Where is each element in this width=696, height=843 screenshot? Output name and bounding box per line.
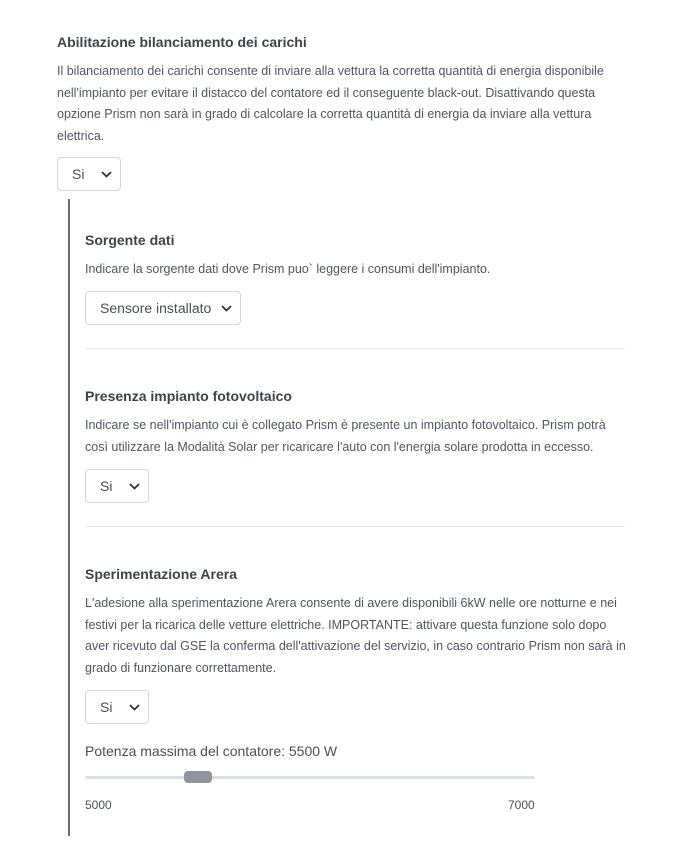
load-balancing-select[interactable] [57, 157, 121, 191]
chevron-down-icon [221, 292, 232, 324]
description-line: così utilizzare la Modalità Solar per ricaricare l'auto con l'energia solare prodotta in eccesso. [85, 439, 594, 454]
arera-description [85, 593, 645, 679]
data-source-description [85, 259, 645, 281]
power-slider-track[interactable] [85, 776, 535, 779]
description-line: L'adesione alla sperimentazione Arera consente di avere disponibili 6kW nelle ore notturne e nei [85, 596, 617, 610]
description-line: nell'impianto per evitare il distacco del contatore ed il conseguente black-out. Disattivando questa [57, 85, 596, 100]
chevron-down-icon [129, 470, 140, 502]
select-value: Si [100, 478, 113, 494]
description-line: opzione Prism non sarà in grado di calcolare la corretta quantità di energia da inviare alla vettura [57, 107, 592, 121]
photovoltaic-select[interactable] [85, 469, 149, 503]
description-line: grado di funzionare correttamente. [85, 660, 277, 675]
section-divider [85, 348, 625, 349]
description-line: festivi per la ricarica delle vetture elettriche. IMPORTANTE: attivare questa funzione solo dopo [85, 617, 607, 632]
photovoltaic-title: Presenza impianto fotovoltaico [85, 388, 292, 404]
select-value: Si [100, 699, 113, 715]
power-slider-max-label: 7000 [508, 798, 535, 812]
description-line: Il bilanciamento dei carichi consente di inviare alla vettura la corretta quantità di energia disponibile [57, 64, 604, 78]
power-slider-thumb[interactable] [184, 771, 212, 783]
data-source-title: Sorgente dati [85, 232, 175, 248]
description-line: elettrica. [57, 128, 105, 143]
load-balancing-description [57, 61, 657, 147]
arera-select[interactable] [85, 690, 149, 724]
power-slider-label: Potenza massima del contatore: 5500 W [85, 743, 338, 759]
photovoltaic-description [85, 415, 645, 458]
select-value: Sensore installato [100, 300, 212, 316]
section-indent-line [68, 199, 70, 836]
select-value: Si [72, 166, 85, 182]
data-source-select[interactable] [85, 291, 241, 325]
arera-title: Sperimentazione Arera [85, 566, 237, 582]
description-line: Indicare se nell'impianto cui è collegato Prism è presente un impianto fotovoltaico. Prism potrà [85, 418, 606, 432]
chevron-down-icon [129, 691, 140, 723]
description-line: aver ricevuto dal GSE la conferma dell'attivazione del servizio, in caso contrario Prism non sarà in [85, 639, 626, 653]
chevron-down-icon [101, 158, 112, 190]
power-slider-min-label: 5000 [85, 798, 112, 812]
load-balancing-title: Abilitazione bilanciamento dei carichi [57, 34, 307, 50]
description-line: Indicare la sorgente dati dove Prism puo` leggere i consumi dell'impianto. [85, 262, 491, 276]
section-divider [85, 526, 625, 527]
